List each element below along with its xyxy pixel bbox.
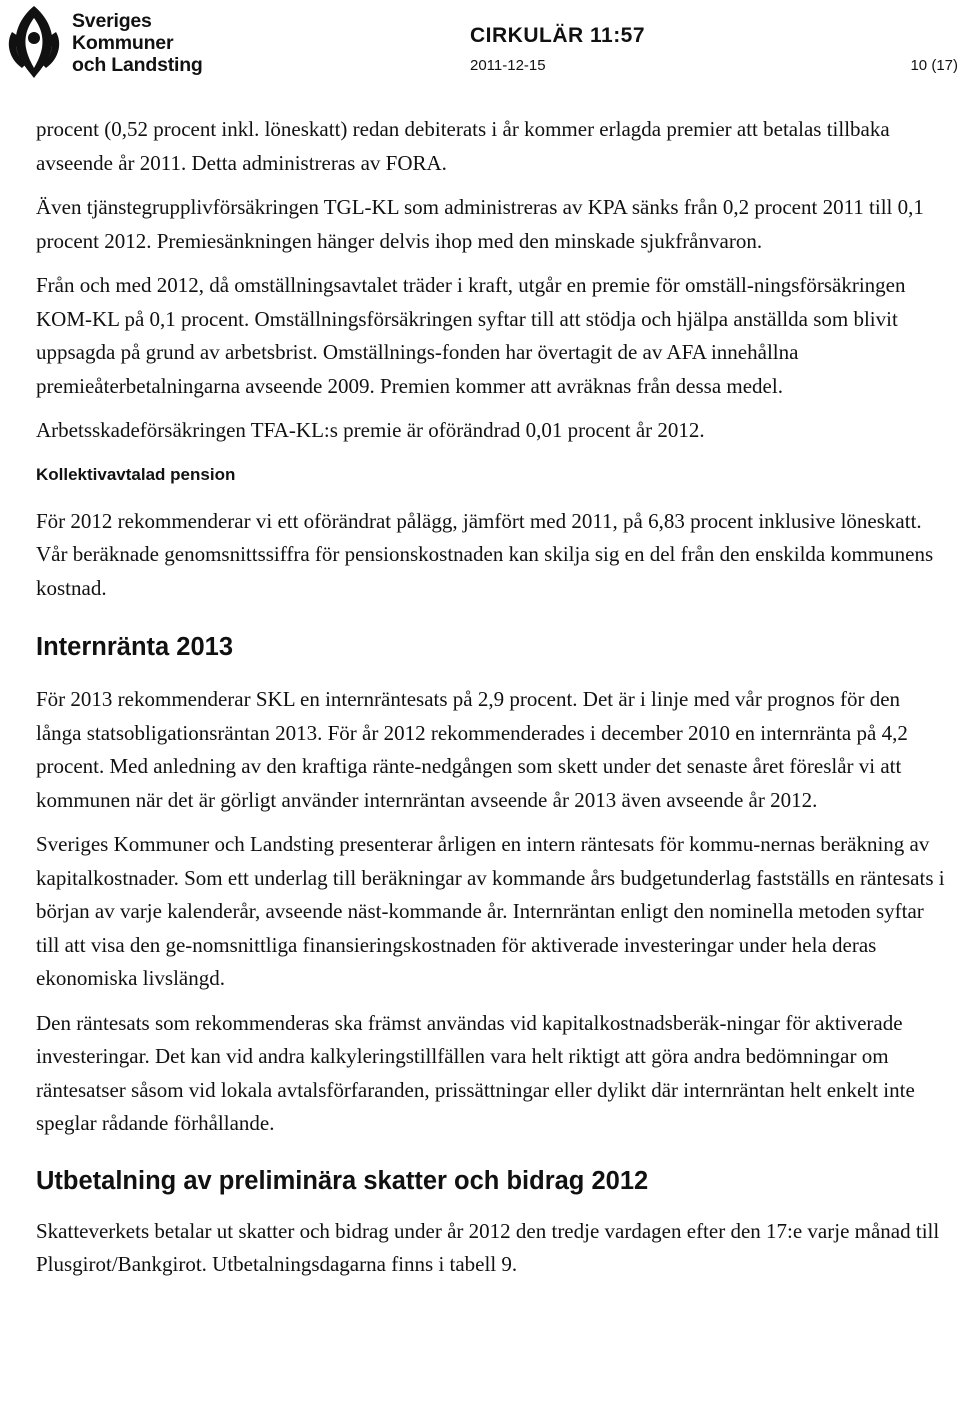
heading-utbetalning: Utbetalning av preliminära skatter och bidrag 2012 — [36, 1166, 649, 1195]
logo-line-2: Kommuner — [72, 32, 174, 54]
circular-number: CIRKULÄR 11:57 — [470, 24, 646, 47]
skl-emblem-icon — [2, 2, 66, 82]
paragraph-internranta-use: Den räntesats som rekommenderas ska främst användas vid kapitalkostnadsberäk-ningar för aktiverade investeringar. Det kan vid andra kalkyleringstillfällen vara helt riktigt att göra andra bedömningar om räntesatser såsom vid lokala avtalsförfaranden, prissättningar eller dylikt där internräntan helt enkelt inte speglar rådande förhållande. — [36, 1010, 915, 1135]
page-header — [0, 0, 960, 95]
logo-line-3: och Landsting — [72, 54, 203, 76]
paragraph-internranta-method: Sveriges Kommuner och Landsting presenterar årligen en intern räntesats för kommu-nernas beräkning av kapitalkostnader. Som ett underlag till beräkningar av kommande års budgetunderlag fastställs en räntesats i början av varje kalenderår, avseende näst-kommande år. Internräntan enligt den nominella metoden syftar till att visa den ge-nomsnittliga finansieringskostnaden för aktiverade investeringar under hela deras ekonomiska livslängd. — [36, 832, 945, 990]
paragraph-utbetalning: Skatteverkets betalar ut skatter och bidrag under år 2012 den tredje vardagen efter den 17:e varje månad till Plusgirot/Bankgirot. Utbetalningsdagarna finns i tabell 9. — [36, 1218, 940, 1276]
paragraph-fora-refund: procent (0,52 procent inkl. löneskatt) redan debiterats i år kommer erlagda premier att betalas tillbaka avseende år 2011. Detta administreras av FORA. — [36, 117, 890, 175]
paragraph-tgl-kl: Även tjänstegrupplivförsäkringen TGL-KL som administreras av KPA sänks från 0,2 procent 2011 till 0,1 procent 2012. Premiesänkningen hänger delvis ihop med den minskade sjukfrånvaron. — [36, 195, 924, 253]
circular-date: 2011-12-15 — [470, 57, 546, 74]
page-number: 10 (17) — [910, 57, 958, 74]
logo-wordmark — [72, 10, 203, 76]
paragraph-tfa-kl: Arbetsskadeförsäkringen TFA-KL:s premie är oförändrad 0,01 procent år 2012. — [36, 418, 705, 442]
skl-logo — [2, 2, 202, 82]
document-body — [36, 113, 948, 1282]
logo-line-1: Sveriges — [72, 10, 152, 32]
heading-internranta-2013: Internränta 2013 — [36, 633, 234, 661]
paragraph-internranta-rate: För 2013 rekommenderar SKL en internräntesats på 2,9 procent. Det är i linje med vår prognos för den långa statsobligationsräntan 2013. För år 2012 rekommenderades i december 2010 en internränta på 4,2 procent. Med anledning av den kraftiga ränte-nedgången som skett under det senaste året föreslår vi att kommunen när det är görligt använder internräntan avseende år 2013 även avseende år 2012. — [36, 687, 908, 812]
paragraph-pension-surcharge: För 2012 rekommenderar vi ett oförändrat pålägg, jämfört med 2011, på 6,83 procent inklusive löneskatt. Vår beräknade genomsnittssiffra för pensionskostnaden kan skilja sig en del från den enskilda kommunens kostnad. — [36, 508, 934, 600]
paragraph-kom-kl: Från och med 2012, då omställningsavtalet träder i kraft, utgår en premie för omställ-ningsförsäkringen KOM-KL på 0,1 procent. Omställningsförsäkringen syftar till att stödja och hjälpa anställda som blivit uppsagda på grund av arbetsbrist. Omställnings-fonden har övertagit de av AFA innehållna premieåterbetalningarna avseende 2009. Premien kommer att avräknas från dessa medel. — [36, 273, 906, 398]
heading-kollektivavtalad-pension: Kollektivavtalad pension — [36, 464, 236, 484]
